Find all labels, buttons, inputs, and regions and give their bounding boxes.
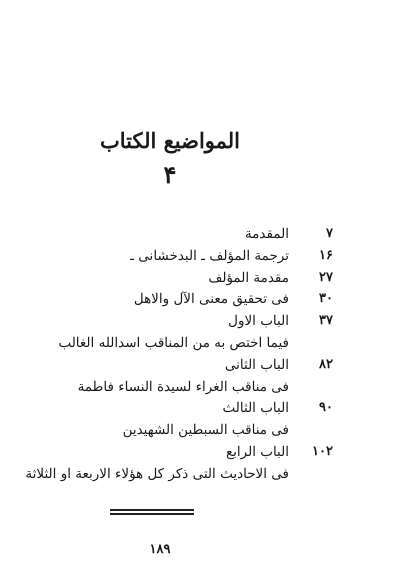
toc-entry-title: فى الاحاديث التى ذكر كل هؤلاء الاربعة او الثلاثة: [25, 465, 289, 482]
toc-page-number: ۳۰: [319, 291, 333, 307]
toc-page-number: ۱۶: [319, 247, 333, 263]
toc-entry-subtitle: [0, 464, 400, 486]
page-title: المواضيع الكتاب: [99, 128, 241, 153]
toc-entry-subtitle: [0, 377, 400, 399]
toc-entry-title: فى مناقب السبطين الشهيدين: [122, 422, 289, 439]
toc-page-number: ۳۷: [319, 313, 333, 329]
toc-page-number: ۹۰: [319, 400, 333, 416]
toc-entry: [0, 311, 400, 333]
toc-entry: [0, 224, 400, 246]
toc-entry: [0, 268, 400, 290]
toc-page-number: ۱۰۲: [312, 443, 333, 459]
divider-rule-top: [110, 509, 194, 511]
toc-entry-title: الباب الاول: [228, 313, 289, 330]
toc-entry-title: الباب الثانى: [224, 356, 289, 373]
volume-number: ۴: [163, 160, 177, 189]
toc-entry-subtitle: [0, 333, 400, 355]
toc-entry-title: فى تحقيق معنى الآل والاهل: [133, 291, 289, 308]
toc-entry: [0, 246, 400, 268]
toc-entry-title: المقدمة: [244, 226, 289, 242]
toc-entry-title: الباب الرابع: [225, 443, 289, 460]
toc-page-number: ۸۲: [319, 356, 333, 372]
toc-entry: [0, 442, 400, 464]
toc-entry-title: فيما اختص به من المناقب اسدالله الغالب: [58, 334, 289, 351]
toc-entry: [0, 355, 400, 377]
page-number: ۱۸۹: [149, 542, 171, 557]
toc-page-number: ۷: [326, 226, 333, 241]
toc-entry-title: الباب الثالث: [222, 400, 289, 417]
table-of-contents: [0, 224, 400, 486]
toc-entry-title: فى مناقب الغراء لسيدة النساء فاطمة: [77, 378, 289, 395]
divider-rule-bottom: [110, 513, 194, 515]
toc-entry: [0, 289, 400, 311]
toc-entry-title: مقدمة المؤلف: [208, 269, 289, 286]
toc-entry-subtitle: [0, 420, 400, 442]
toc-entry-title: ترجمة المؤلف ـ البدخشانى ـ: [130, 247, 289, 264]
toc-entry: [0, 398, 400, 420]
toc-page-number: ۲۷: [319, 269, 333, 285]
